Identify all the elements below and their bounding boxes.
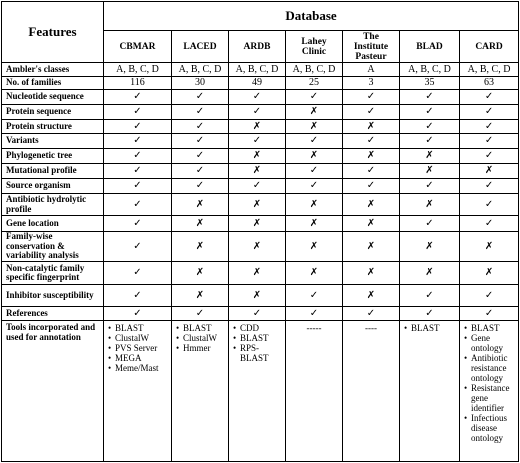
check-mark-cell: ✓: [172, 134, 229, 149]
cross-mark-cell: ✗: [343, 216, 400, 232]
value-cell: A, B, C, D: [229, 63, 286, 77]
cross-mark-cell: ✗: [343, 120, 400, 134]
tools-cell-ardb: [229, 321, 286, 462]
check-mark-cell: ✓: [343, 307, 400, 321]
cross-mark-cell: ✗: [400, 262, 460, 285]
tool-list-item: • CDD: [232, 323, 282, 333]
check-mark-cell: ✓: [172, 179, 229, 194]
table-body: [2, 63, 519, 462]
value-cell: 3: [343, 77, 400, 90]
tool-list-item: • ClustalW: [175, 333, 225, 343]
table-row: [2, 90, 519, 105]
tools-cell-cbmar: [104, 321, 172, 462]
feature-label: Source organism: [2, 179, 104, 194]
column-header-institute-pasteur: The Institute Pasteur: [343, 31, 400, 63]
check-mark-cell: ✓: [460, 216, 519, 232]
check-mark-cell: ✓: [229, 307, 286, 321]
tools-list: [232, 323, 282, 363]
cross-mark-cell: ✗: [460, 232, 519, 262]
cross-mark-cell: ✗: [229, 149, 286, 164]
tool-list-item: • ClustalW: [107, 333, 168, 343]
value-cell: 35: [400, 77, 460, 90]
tool-list-item: • BLAST: [463, 323, 515, 333]
tool-list-item: • Resistance gene identifier: [463, 383, 515, 413]
database-header: Database: [104, 2, 519, 31]
cross-mark-cell: ✗: [172, 232, 229, 262]
value-cell: 49: [229, 77, 286, 90]
table-row: [2, 179, 519, 194]
value-cell: 63: [460, 77, 519, 90]
table-row: [2, 232, 519, 262]
table-row: [2, 63, 519, 77]
cross-mark-cell: ✗: [343, 232, 400, 262]
check-mark-cell: ✓: [400, 120, 460, 134]
cross-mark-cell: ✗: [229, 120, 286, 134]
check-mark-cell: ✓: [104, 216, 172, 232]
check-mark-cell: ✓: [400, 90, 460, 105]
cross-mark-cell: ✗: [460, 164, 519, 179]
cross-mark-cell: ✗: [343, 285, 400, 307]
feature-label: Family-wise conservation & variability analysis: [2, 232, 104, 262]
table-row: [2, 149, 519, 164]
tool-list-item: • Infectious disease ontology: [463, 413, 515, 443]
check-mark-cell: ✓: [104, 164, 172, 179]
check-mark-cell: ✓: [172, 149, 229, 164]
value-cell: 25: [286, 77, 343, 90]
cross-mark-cell: ✗: [400, 194, 460, 216]
check-mark-cell: ✓: [286, 164, 343, 179]
tools-list: [175, 323, 225, 353]
tools-list: [463, 323, 515, 443]
cross-mark-cell: ✗: [400, 164, 460, 179]
value-cell: A: [343, 63, 400, 77]
check-mark-cell: ✓: [460, 134, 519, 149]
table-row-tools: [2, 321, 519, 462]
tools-cell-pasteur: ----: [343, 321, 400, 462]
check-mark-cell: ✓: [343, 105, 400, 120]
feature-label: Nucleotide sequence: [2, 90, 104, 105]
tool-list-item: • Antibiotic resistance ontology: [463, 353, 515, 383]
cross-mark-cell: ✗: [229, 232, 286, 262]
value-cell: 30: [172, 77, 229, 90]
cross-mark-cell: ✗: [286, 194, 343, 216]
table-row: [2, 77, 519, 90]
column-header-card: CARD: [460, 31, 519, 63]
check-mark-cell: ✓: [172, 90, 229, 105]
cross-mark-cell: ✗: [172, 262, 229, 285]
tools-cell-blad: [400, 321, 460, 462]
check-mark-cell: ✓: [229, 179, 286, 194]
check-mark-cell: ✓: [460, 120, 519, 134]
feature-label: Antibiotic hydrolytic profile: [2, 194, 104, 216]
feature-label: Protein structure: [2, 120, 104, 134]
tools-list: [107, 323, 168, 373]
cross-mark-cell: ✗: [229, 164, 286, 179]
feature-label: Gene location: [2, 216, 104, 232]
cross-mark-cell: ✗: [172, 194, 229, 216]
column-header-laced: LACED: [172, 31, 229, 63]
column-header-blad: BLAD: [400, 31, 460, 63]
check-mark-cell: ✓: [400, 179, 460, 194]
check-mark-cell: ✓: [286, 285, 343, 307]
check-mark-cell: ✓: [400, 105, 460, 120]
feature-label: Ambler's classes: [2, 63, 104, 77]
check-mark-cell: ✓: [104, 262, 172, 285]
value-cell: A, B, C, D: [460, 63, 519, 77]
header-row-database: [2, 2, 519, 31]
tools-cell-laced: [172, 321, 229, 462]
tool-list-item: • PVS Server: [107, 343, 168, 353]
table-row: [2, 194, 519, 216]
tool-list-item: • BLAST: [403, 323, 456, 333]
table-row: [2, 285, 519, 307]
table-row: [2, 216, 519, 232]
check-mark-cell: ✓: [286, 134, 343, 149]
cross-mark-cell: ✗: [172, 216, 229, 232]
tool-list-item: • BLAST: [232, 333, 282, 343]
feature-label: No. of families: [2, 77, 104, 90]
check-mark-cell: ✓: [460, 179, 519, 194]
check-mark-cell: ✓: [460, 194, 519, 216]
check-mark-cell: ✓: [229, 105, 286, 120]
value-cell: A, B, C, D: [172, 63, 229, 77]
check-mark-cell: ✓: [286, 90, 343, 105]
check-mark-cell: ✓: [460, 90, 519, 105]
check-mark-cell: ✓: [460, 285, 519, 307]
tools-cell-lahey: -----: [286, 321, 343, 462]
column-header-lahey-clinic: Lahey Clinic: [286, 31, 343, 63]
cross-mark-cell: ✗: [229, 262, 286, 285]
cross-mark-cell: ✗: [229, 285, 286, 307]
cross-mark-cell: ✗: [286, 216, 343, 232]
column-header-cbmar: CBMAR: [104, 31, 172, 63]
check-mark-cell: ✓: [400, 216, 460, 232]
table-row: [2, 307, 519, 321]
feature-label: Mutational profile: [2, 164, 104, 179]
table-row: [2, 105, 519, 120]
cross-mark-cell: ✗: [286, 232, 343, 262]
check-mark-cell: ✓: [400, 285, 460, 307]
value-cell: A, B, C, D: [400, 63, 460, 77]
check-mark-cell: ✓: [229, 90, 286, 105]
value-cell: 116: [104, 77, 172, 90]
table-row: [2, 262, 519, 285]
check-mark-cell: ✓: [104, 105, 172, 120]
check-mark-cell: ✓: [104, 179, 172, 194]
check-mark-cell: ✓: [104, 232, 172, 262]
cross-mark-cell: ✗: [286, 120, 343, 134]
tool-list-item: • Gene ontology: [463, 333, 515, 353]
tools-cell-card: [460, 321, 519, 462]
tool-list-item: • Hmmer: [175, 343, 225, 353]
check-mark-cell: ✓: [104, 285, 172, 307]
check-mark-cell: ✓: [460, 149, 519, 164]
table-row: [2, 134, 519, 149]
cross-mark-cell: ✗: [343, 149, 400, 164]
tool-list-item: • Meme/Mast: [107, 363, 168, 373]
check-mark-cell: ✓: [460, 307, 519, 321]
tools-list: [403, 323, 456, 333]
tool-list-item: • BLAST: [175, 323, 225, 333]
tool-list-item: • BLAST: [107, 323, 168, 333]
check-mark-cell: ✓: [104, 307, 172, 321]
check-mark-cell: ✓: [104, 90, 172, 105]
cross-mark-cell: ✗: [400, 232, 460, 262]
check-mark-cell: ✓: [400, 307, 460, 321]
check-mark-cell: ✓: [104, 194, 172, 216]
check-mark-cell: ✓: [286, 179, 343, 194]
feature-label: Protein sequence: [2, 105, 104, 120]
cross-mark-cell: ✗: [286, 149, 343, 164]
feature-label: Tools incorporated and used for annotation: [2, 321, 104, 462]
cross-mark-cell: ✗: [400, 149, 460, 164]
cross-mark-cell: ✗: [343, 194, 400, 216]
table-row: [2, 164, 519, 179]
check-mark-cell: ✓: [172, 120, 229, 134]
check-mark-cell: ✓: [343, 90, 400, 105]
tool-list-item: • MEGA: [107, 353, 168, 363]
check-mark-cell: ✓: [172, 307, 229, 321]
check-mark-cell: ✓: [104, 120, 172, 134]
feature-label: Inhibitor susceptibility: [2, 285, 104, 307]
cross-mark-cell: ✗: [229, 216, 286, 232]
check-mark-cell: ✓: [343, 179, 400, 194]
tool-list-item: • RPS-BLAST: [232, 343, 282, 363]
check-mark-cell: ✓: [172, 105, 229, 120]
database-comparison-table: [1, 1, 519, 462]
value-cell: A, B, C, D: [286, 63, 343, 77]
feature-label: Variants: [2, 134, 104, 149]
check-mark-cell: ✓: [229, 134, 286, 149]
feature-label: Phylogenetic tree: [2, 149, 104, 164]
cross-mark-cell: ✗: [172, 285, 229, 307]
cross-mark-cell: ✗: [286, 262, 343, 285]
check-mark-cell: ✓: [172, 164, 229, 179]
value-cell: A, B, C, D: [104, 63, 172, 77]
feature-label: References: [2, 307, 104, 321]
check-mark-cell: ✓: [460, 105, 519, 120]
cross-mark-cell: ✗: [229, 194, 286, 216]
check-mark-cell: ✓: [286, 307, 343, 321]
check-mark-cell: ✓: [104, 149, 172, 164]
check-mark-cell: ✓: [343, 164, 400, 179]
cross-mark-cell: ✗: [460, 262, 519, 285]
cross-mark-cell: ✗: [343, 262, 400, 285]
check-mark-cell: ✓: [400, 134, 460, 149]
cross-mark-cell: ✗: [286, 105, 343, 120]
column-header-ardb: ARDB: [229, 31, 286, 63]
check-mark-cell: ✓: [343, 134, 400, 149]
check-mark-cell: ✓: [104, 134, 172, 149]
feature-label: Non-catalytic family specific fingerprint: [2, 262, 104, 285]
table-row: [2, 120, 519, 134]
features-header: Features: [2, 2, 104, 63]
